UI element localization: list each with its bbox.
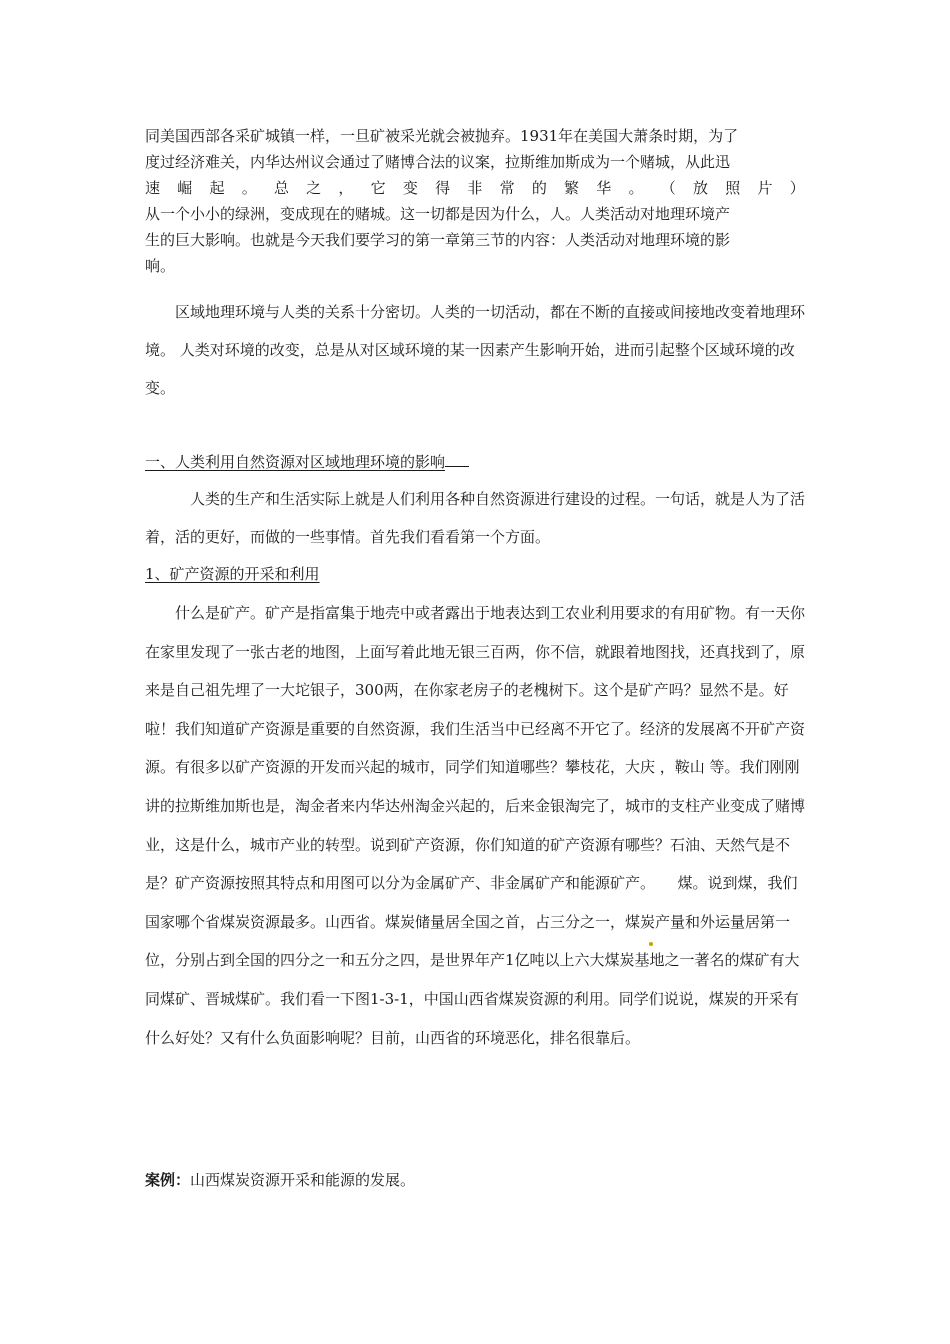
paragraph-text: 区域地理环境与人类的关系十分密切。人类的一切活动，都在不断的直接或间接地改变着地理环境。 人类对环境的改变，总是从对区域环境的某一因素产生影响开始，进而引起整个区域环境的改变。 [145, 303, 806, 397]
intro-word: 起 [209, 179, 225, 197]
intro-word: 得 [435, 179, 451, 197]
heading-underline-tail [445, 452, 469, 467]
intro-line-4: 从一个小小的绿洲，变成现在的赌城。这一切都是因为什么，人。人类活动对地理环境产 [145, 205, 731, 223]
intro-word: 放 [692, 179, 708, 197]
section-heading-text: 一、人类利用自然资源对区域地理环境的影响 [145, 453, 446, 471]
section-heading [145, 451, 493, 473]
intro-word: 常 [499, 179, 515, 197]
intro-word: （ [660, 179, 676, 197]
sub-heading: 1、矿产资源的开采和利用 [145, 565, 320, 583]
intro-line-3 [145, 175, 805, 201]
annotation-dot [649, 942, 653, 946]
intro-word: 片 [757, 179, 773, 197]
intro-word: 。 [628, 179, 644, 197]
intro-word: ， [338, 179, 354, 197]
intro-word: 。 [241, 179, 257, 197]
intro-word: 非 [467, 179, 483, 197]
intro-line-5: 生的巨大影响。也就是今天我们要学习的第一章第三节的内容：人类活动对地理环境的影 [145, 231, 731, 249]
intro-word: 的 [531, 179, 547, 197]
resource-use-paragraph [145, 480, 805, 556]
intro-word: 变 [402, 179, 418, 197]
case-text: 山西煤炭资源开采和能源的发展。 [190, 1171, 416, 1189]
intro-line-6: 响。 [145, 257, 176, 275]
case-line [145, 1169, 415, 1191]
mineral-resources-paragraph [145, 594, 805, 1057]
environment-relation-paragraph [145, 293, 805, 407]
case-label: 案例： [145, 1171, 191, 1189]
intro-word: 之 [306, 179, 322, 197]
intro-line-1: 同美国西部各采矿城镇一样，一旦矿被采光就会被抛弃。1931年在美国大萧条时期，为了 [145, 127, 739, 145]
intro-word: 崛 [177, 179, 193, 197]
intro-word: 总 [273, 179, 289, 197]
intro-word: 它 [370, 179, 386, 197]
intro-word: 速 [145, 179, 161, 197]
intro-line-2: 度过经济难关，内华达州议会通过了赌博合法的议案，拉斯维加斯成为一个赌城，从此迅 [145, 153, 731, 171]
intro-word: 华 [596, 179, 612, 197]
paragraph-text: 什么是矿产。矿产是指富集于地壳中或者露出于地表达到工农业利用要求的有用矿物。有一天你在家里发现了一张古老的地图，上面写着此地无银三百两，你不信，就跟着地图找，还真找到了，原来是自己祖先埋了一大坨银子，300两，在你家老房子的老槐树下。这个是矿产吗？显然不是。好啦！我们知道矿产资源是重要的自然资源，我们生活当中已经离不开它了。经济的发展离不开矿产资源。有很多以矿产资源的开发而兴起的城市，同学们知道哪些？攀枝花，大庆 ，鞍山 等。我们刚刚讲的拉斯维加斯也是，淘金者来内华达州淘金兴起的，后来金银淘完了，城市的支柱产业变成了赌博业，这是什么，城市产业的转型。说到矿产资源，你们知道的矿产资源有哪些？石油、天然气是不是？矿产资源按照其特点和用图可以分为金属矿产、非金属矿产和能源矿产。 煤。说到煤，我们国家哪个省煤炭资源最多。山西省。煤炭储量居全国之首，占三分之一，煤炭产量和外运量居第一位，分别占到全国的四分之一和五分之四，是世界年产1亿吨以上六大煤炭基地之一著名的煤矿有大同煤矿、晋城煤矿。我们看一下图1-3-1，中国山西省煤炭资源的利用。同学们说说，煤炭的开采有什么好处？又有什么负面影响呢？目前，山西省的环境恶化，排名很靠后。 [145, 604, 806, 1047]
paragraph-text: 人类的生产和生活实际上就是人们利用各种自然资源进行建设的过程。一句话，就是人为了活着，活的更好，而做的一些事情。首先我们看看第一个方面。 [145, 490, 806, 546]
intro-paragraph [145, 123, 805, 279]
intro-word: 繁 [564, 179, 580, 197]
intro-word: ） [789, 179, 805, 197]
intro-word: 照 [725, 179, 741, 197]
